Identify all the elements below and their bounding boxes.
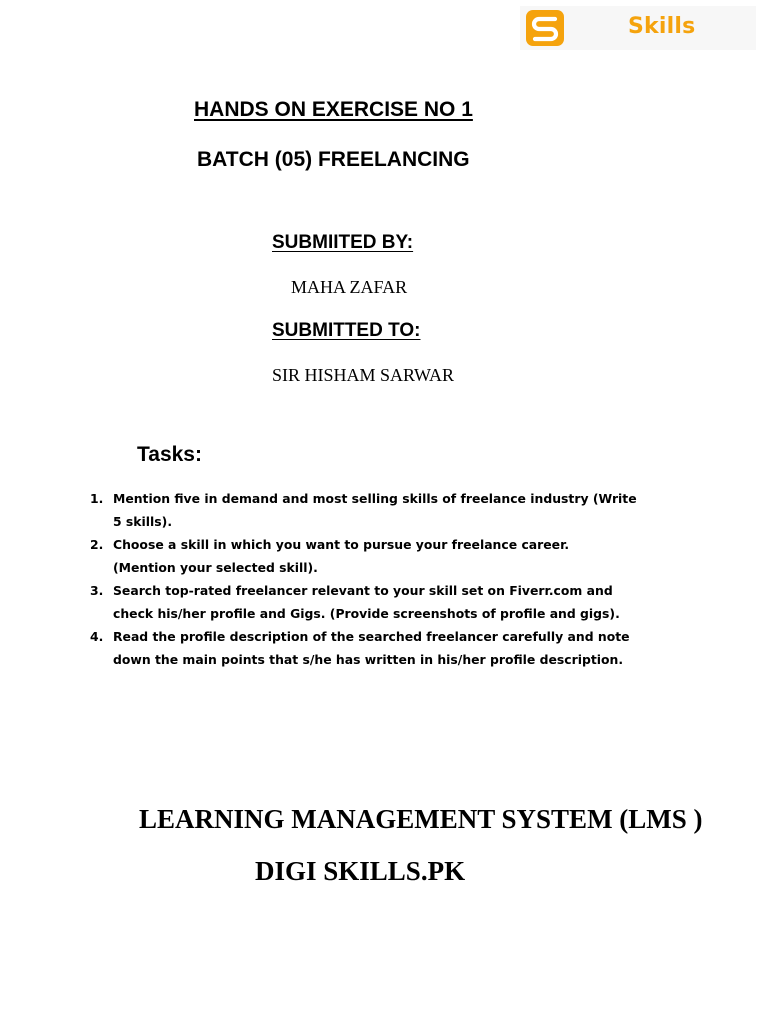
task-line: 5 skills).: [113, 514, 173, 529]
task-number: 4.: [90, 629, 104, 644]
task-item: [90, 579, 690, 625]
task-line: Read the profile description of the searched freelancer carefully and note: [113, 629, 630, 644]
submitted-to-name: SIR HISHAM SARWAR: [272, 365, 455, 385]
submitted-to-label: SUBMITTED TO:: [272, 320, 421, 341]
submitted-by-label: SUBMIITED BY:: [272, 232, 414, 253]
tasks-heading: Tasks:: [137, 443, 202, 466]
task-line: check his/her profile and Gigs. (Provide screenshots of profile and gigs).: [113, 606, 620, 621]
task-number: 3.: [90, 583, 104, 598]
footer-lms-title: LEARNING MANAGEMENT SYSTEM (LMS ): [139, 804, 703, 834]
logo-text: Skills: [628, 14, 696, 39]
task-item: [90, 487, 690, 533]
exercise-title: HANDS ON EXERCISE NO 1: [194, 98, 473, 121]
footer-site-name: DIGI SKILLS.PK: [255, 856, 466, 886]
task-line: Search top-rated freelancer relevant to your skill set on Fiverr.com and: [113, 583, 613, 598]
task-number: 2.: [90, 537, 104, 552]
task-line: (Mention your selected skill).: [113, 560, 318, 575]
submitted-by-name: MAHA ZAFAR: [291, 277, 408, 297]
task-line: down the main points that s/he has written in his/her profile description.: [113, 652, 624, 667]
task-list: [90, 487, 690, 671]
batch-title: BATCH (05) FREELANCING: [197, 148, 470, 171]
task-item: [90, 625, 690, 671]
digiskills-s-icon: [526, 10, 564, 46]
task-line: Choose a skill in which you want to pursue your freelance career.: [113, 537, 570, 552]
header-logo: [520, 6, 756, 50]
task-item: [90, 533, 690, 579]
task-number: 1.: [90, 491, 104, 506]
task-line: Mention five in demand and most selling skills of freelance industry (Write: [113, 491, 637, 506]
